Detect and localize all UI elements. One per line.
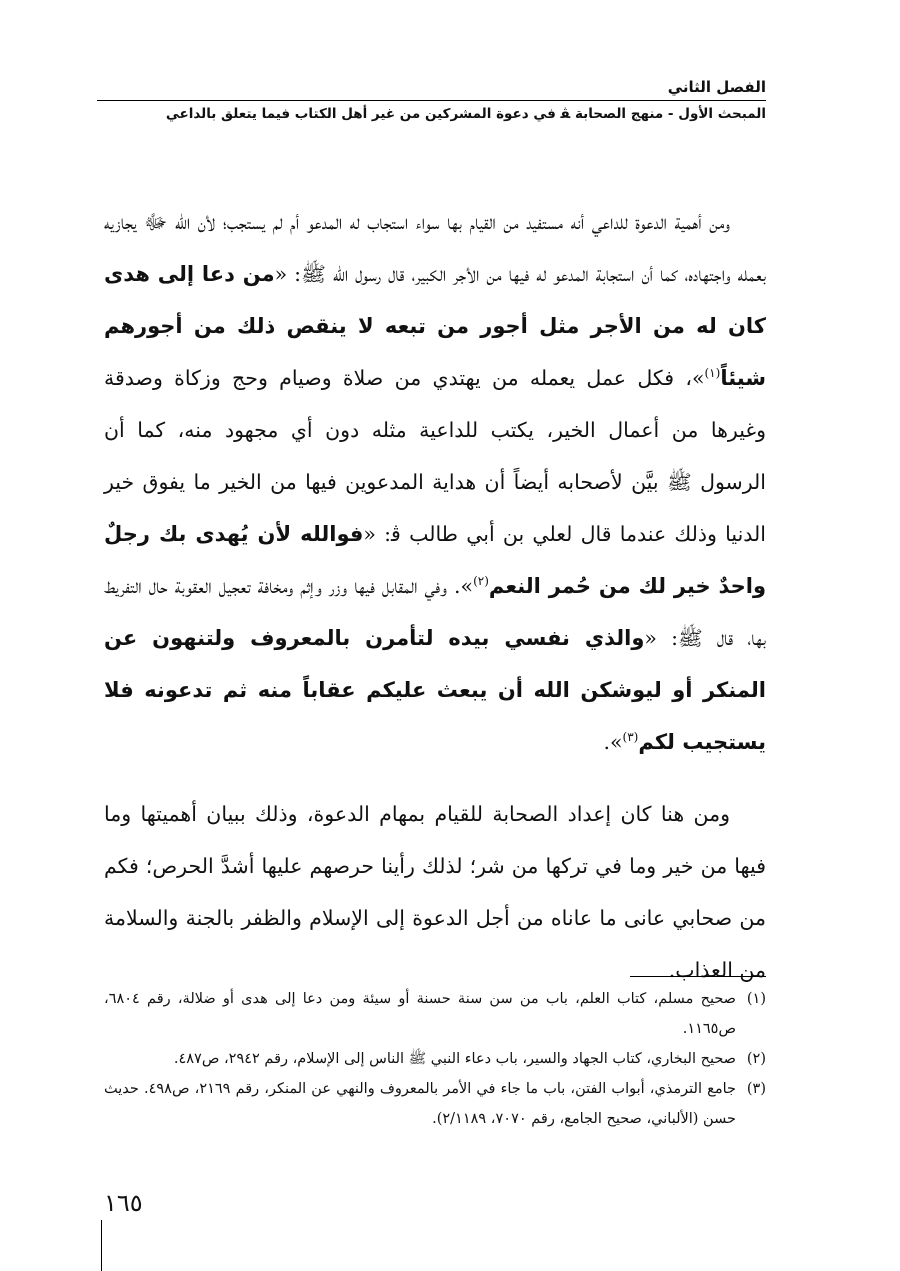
chapter-title: الفصل الثاني — [667, 78, 766, 96]
footnote-number: (٣) — [746, 1081, 766, 1097]
footnote-ref-1[interactable]: (١) — [704, 366, 721, 381]
text-span: ». وفي المقابل فيها وزر وإثم ومخافة تعجيل العقوبة حال التفريط بها، قال ﷺ: « — [104, 574, 766, 650]
footnote-text: صحيح مسلم، كتاب العلم، باب من سن سنة حسنة أو سيئة ومن دعا إلى هدى أو ضلالة، رقم ٦٨٠٤، ص١١٦٥. — [104, 991, 736, 1037]
footnote-separator — [630, 976, 766, 977]
footnote-number: (١) — [746, 991, 766, 1007]
footnote-ref-2[interactable]: (٢) — [473, 574, 489, 589]
margin-line — [101, 1220, 102, 1271]
paragraph-2: ومن هنا كان إعداد الصحابة للقيام بمهام الدعوة، وذلك ببيان أهميتها وما فيها من خير وما في تركها من شر؛ لذلك رأينا حرصهم عليها أشدَّ الحرص؛ فكم من صحابي عانى ما عاناه من أجل الدعوة إلى الإسلام والظفر بالجنة والسلامة من العذاب. — [104, 802, 766, 982]
footnote-number: (٢) — [746, 1051, 766, 1067]
section-title: المبحث الأول - منهج الصحابة ﭭ في دعوة المشركين من غير أهل الكتاب فيما يتعلق بالداعي — [165, 106, 766, 122]
text-span: ». — [603, 730, 623, 754]
text-span: ومن أهمية الدعوة للداعي أنه مستفيد من القيام بها سواء استجاب له المدعو أم لم يستجب؛ لأن الله ﷻ يجازيه بعمله واجتهاده، كما أن استجابة المدعو له فيها من الأجر الكبير، قال رسول الله ﷺ: « — [104, 210, 766, 286]
footnote-2 — [104, 1044, 766, 1074]
footnote-ref-3[interactable]: (٣) — [622, 730, 639, 745]
page-number: ١٦٥ — [104, 1189, 143, 1217]
hadith-quote-1: من دعا إلى هدى كان له من الأجر مثل أجور من تبعه لا ينقص ذلك من أجورهم شيئاً — [104, 262, 766, 390]
body-text — [104, 196, 766, 996]
footnote-text: صحيح البخاري، كتاب الجهاد والسير، باب دعاء النبي ﷺ الناس إلى الإسلام، رقم ٢٩٤٢، ص٤٨٧. — [173, 1051, 736, 1067]
text-span: »، فكل عمل يعمله من يهتدي من صلاة وصيام وحج وزكاة وصدقة وغيرها من أعمال الخير، يكتب للداعية مثله دون أي مجهود منه، كما أن الرسول ﷺ بيَّن لأصحابه أيضاً أن هداية المدعوين فيها من الخير ما يفوق خير الدنيا وذلك عندما قال لعلي بن أبي طالب ﭬ: « — [104, 366, 766, 546]
paragraph-1 — [104, 196, 766, 768]
footnotes — [104, 984, 766, 1134]
footnote-3 — [104, 1074, 766, 1134]
hadith-quote-2: فوالله لأن يُهدى بك رجلٌ واحدٌ خير لك من حُمر النعم — [104, 522, 766, 598]
running-header — [97, 76, 766, 127]
hadith-quote-3: والذي نفسي بيده لتأمرن بالمعروف ولتنهون عن المنكر أو ليوشكن الله أن يبعث عليكم عقاباً منه ثم تدعونه فلا يستجيب لكم — [104, 626, 766, 754]
footnote-text: جامع الترمذي، أبواب الفتن، باب ما جاء في الأمر بالمعروف والنهي عن المنكر، رقم ٢١٦٩، ص٤٩٨. حديث حسن (الألباني، صحيح الجامع، رقم ٧٠٧٠، ٢/١١٨٩). — [104, 1081, 736, 1127]
footnote-1 — [104, 984, 766, 1044]
